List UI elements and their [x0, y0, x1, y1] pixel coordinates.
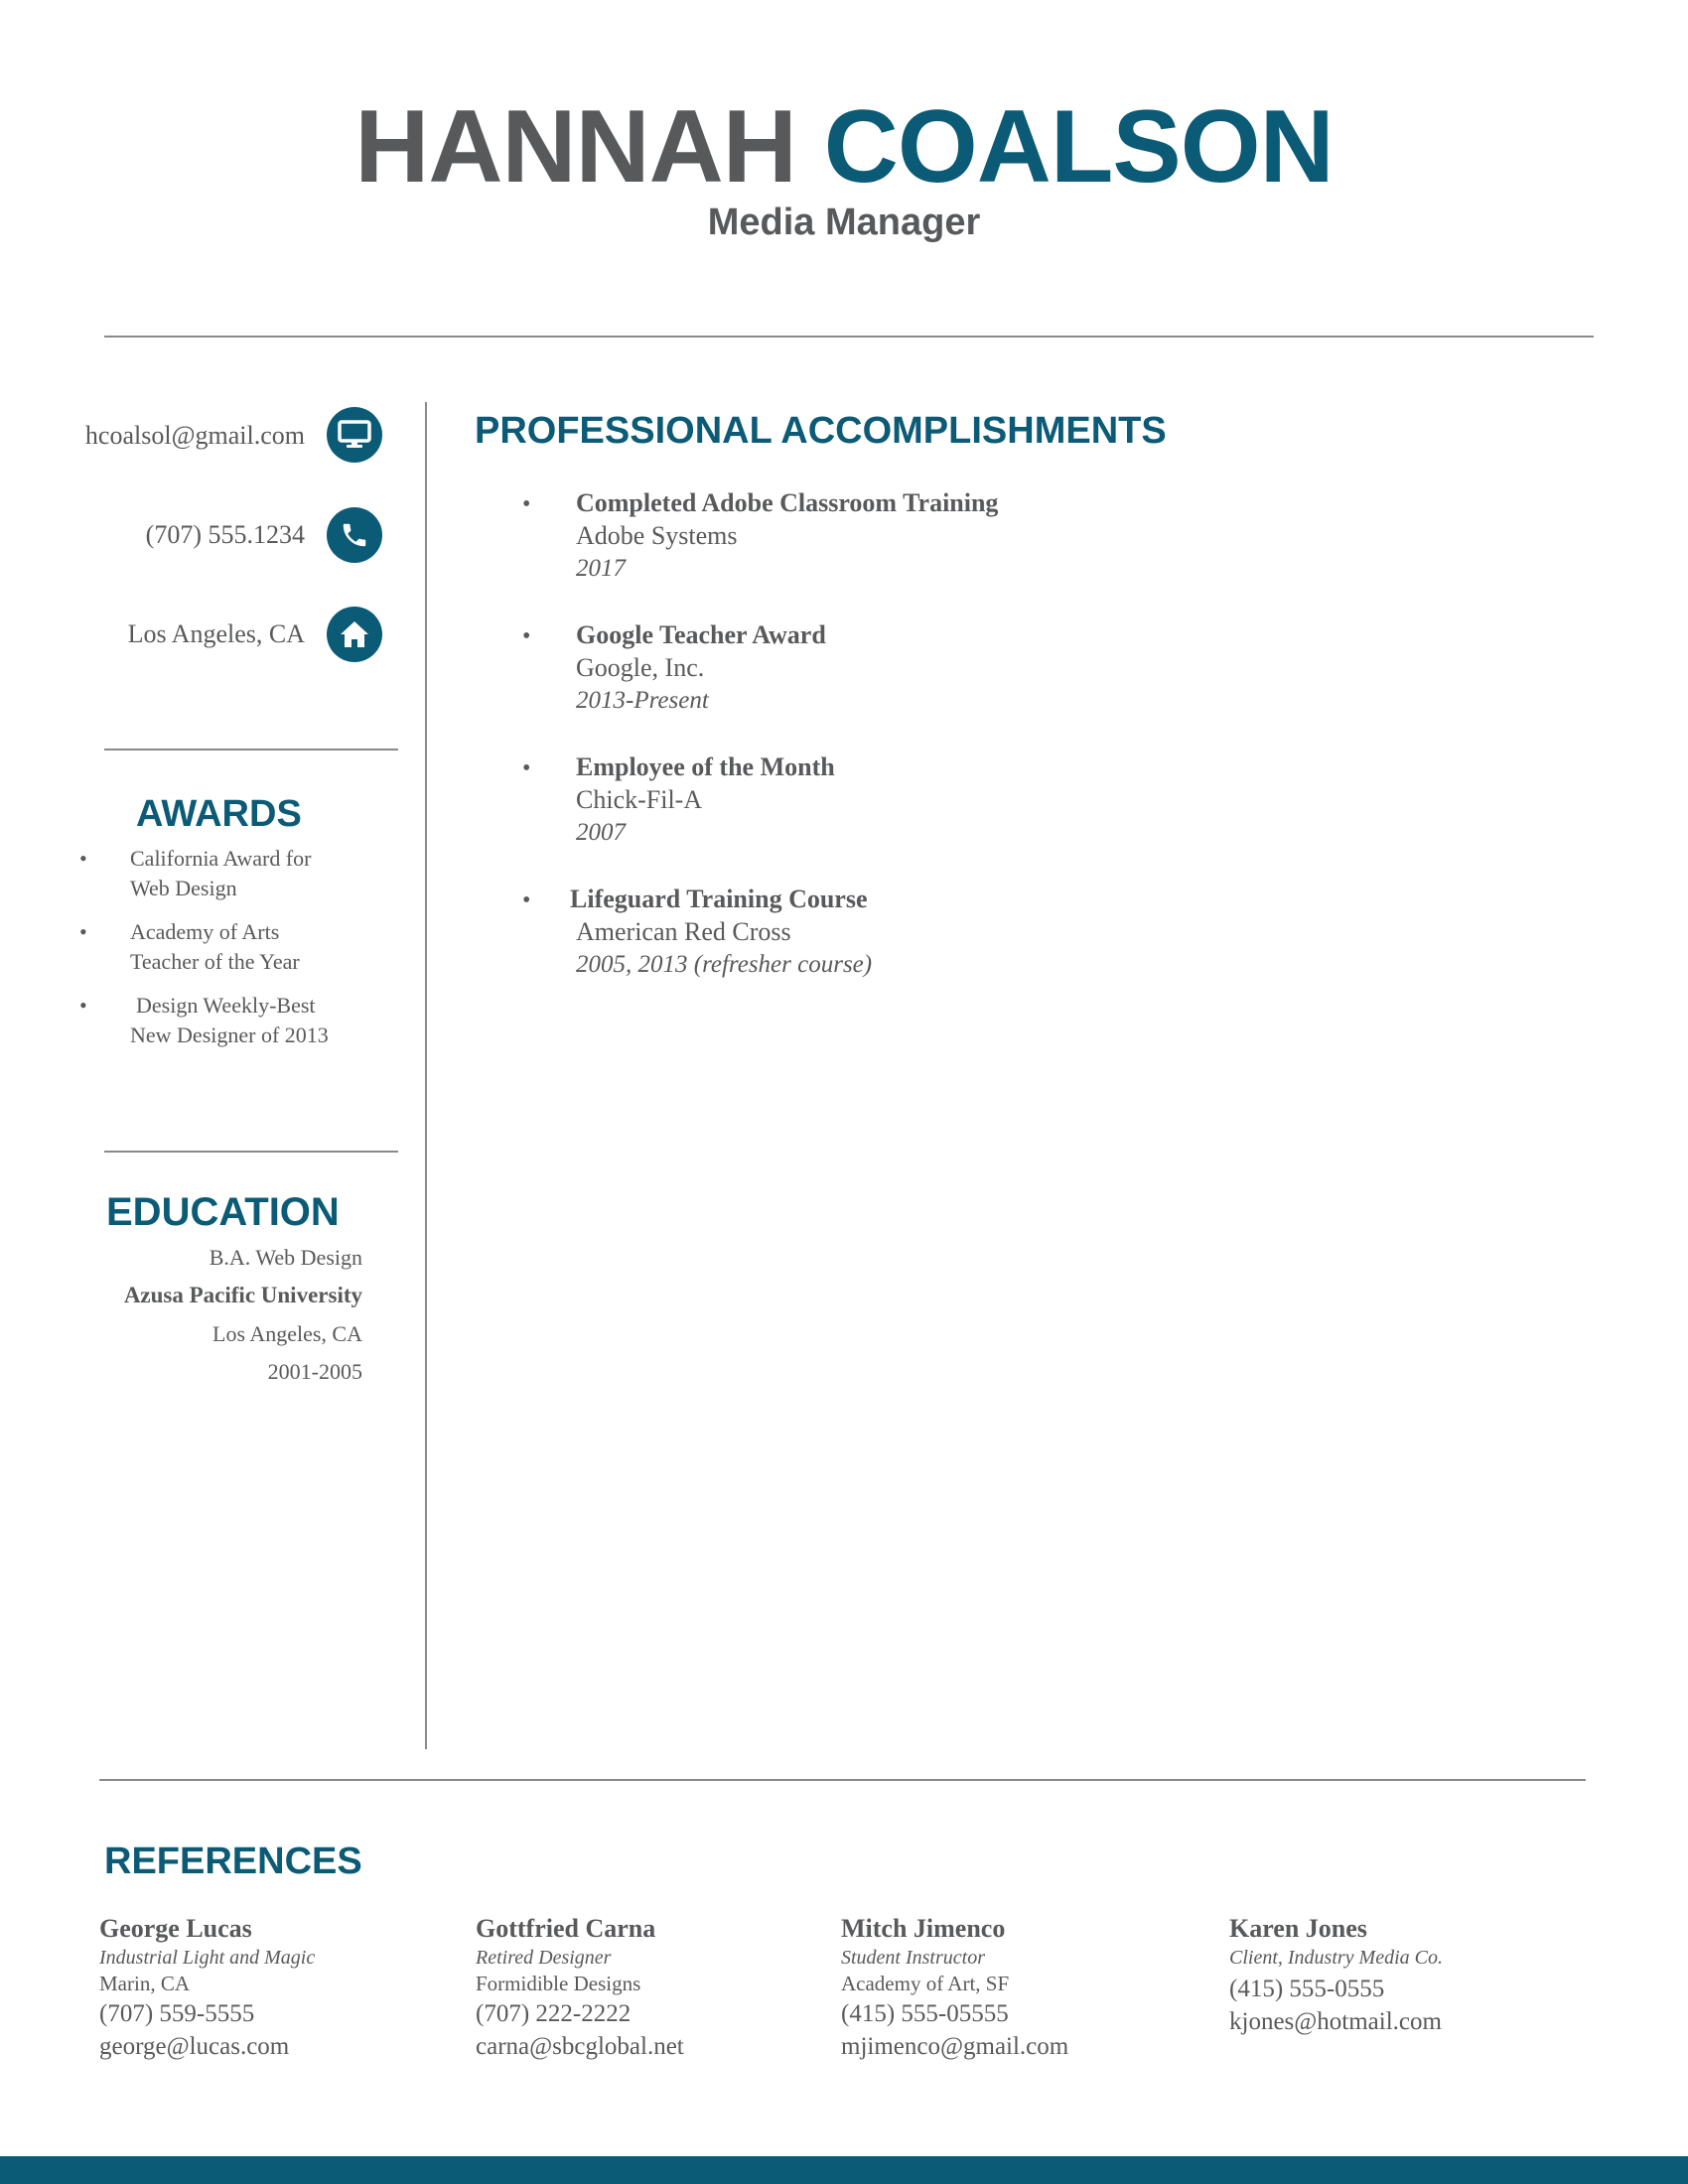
accomplishments-title: PROFESSIONAL ACCOMPLISHMENTS: [475, 410, 1167, 452]
reference-email: george@lucas.com: [99, 2033, 290, 2060]
bullet: •: [522, 623, 531, 649]
reference-phone: (707) 559-5555: [99, 2000, 255, 2027]
list-item: [75, 844, 393, 903]
reference-card: [841, 1912, 1198, 2063]
references-title: REFERENCES: [104, 1841, 362, 1882]
contact-location: Los Angeles, CA: [127, 619, 305, 648]
award-line: • California Award for: [130, 846, 312, 871]
reference-company: Academy of Art, SF: [841, 1972, 1010, 1995]
reference-card: [99, 1912, 457, 2063]
home-icon: [327, 607, 382, 662]
reference-role: Student Instructor: [841, 1947, 985, 1969]
job-title: Media Manager: [707, 202, 981, 243]
education-title: EDUCATION: [106, 1190, 340, 1234]
contact-email: hcoalsol@gmail.com: [84, 421, 305, 450]
education-degree: B.A. Web Design: [209, 1245, 362, 1270]
accomplishment-title: Google Teacher Award: [576, 620, 826, 649]
reference-role: Retired Designer: [476, 1947, 612, 1969]
education-location: Los Angeles, CA: [212, 1321, 362, 1346]
sidebar-divider-awards: [104, 749, 398, 751]
accomplishment-title: Employee of the Month: [576, 752, 835, 781]
reference-role: Client, Industry Media Co.: [1229, 1947, 1443, 1969]
reference-card: [476, 1912, 833, 2063]
reference-name: Mitch Jimenco: [841, 1914, 1006, 1943]
list-item: [516, 751, 1410, 854]
list-item: [516, 486, 1410, 590]
bullet: •: [522, 755, 531, 781]
last-name: COALSON: [823, 89, 1334, 205]
accomplishment-date: 2007: [576, 819, 626, 846]
accomplishment-org: Chick-Fil-A: [576, 785, 703, 814]
list-item: [516, 618, 1410, 722]
references-divider: [99, 1779, 1586, 1781]
education-years: 2001-2005: [267, 1359, 362, 1384]
accomplishment-org: American Red Cross: [576, 917, 791, 946]
reference-name: Karen Jones: [1229, 1914, 1367, 1943]
sidebar-divider-education: [104, 1151, 398, 1153]
reference-phone: (707) 222-2222: [476, 2000, 632, 2027]
school-name: Azusa Pacific University: [123, 1283, 362, 1307]
award-line: Teacher of the Year: [130, 949, 300, 974]
reference-company: Formidible Designs: [476, 1972, 641, 1995]
reference-company: Marin, CA: [99, 1972, 190, 1995]
accomplishment-date: 2013-Present: [576, 687, 709, 714]
reference-email: carna@sbcglobal.net: [476, 2033, 684, 2060]
accomplishment-org: Google, Inc.: [576, 653, 705, 682]
reference-card: [1229, 1912, 1587, 2038]
education-school: [124, 1276, 362, 1314]
accomplishment-title: Lifeguard Training Course: [570, 885, 868, 913]
awards-list: [75, 844, 393, 1064]
accomplishment-date: 2017: [576, 555, 626, 582]
computer-monitor-icon: [327, 407, 382, 463]
bullet: •: [522, 887, 531, 913]
award-line: New Designer of 2013: [130, 1023, 329, 1047]
accomplishment-date: 2005, 2013 (refresher course): [576, 951, 873, 978]
first-name: HANNAH: [354, 89, 796, 205]
reference-email: mjimenco@gmail.com: [841, 2033, 1069, 2060]
reference-email: kjones@hotmail.com: [1229, 2008, 1442, 2035]
reference-name: George Lucas: [99, 1914, 252, 1943]
footer-band: [0, 2156, 1688, 2184]
list-item: [516, 883, 1410, 986]
accomplishment-org: Adobe Systems: [576, 521, 738, 550]
accomplishment-title: Completed Adobe Classroom Training: [576, 488, 999, 517]
reference-role: Industrial Light and Magic: [99, 1947, 316, 1969]
awards-title: AWARDS: [136, 793, 302, 835]
award-line: • Academy of Arts: [130, 919, 280, 944]
column-divider: [425, 402, 427, 1749]
contact-phone: (707) 555.1234: [145, 520, 305, 549]
reference-name: Gottfried Carna: [476, 1914, 656, 1943]
reference-phone: (415) 555-0555: [1229, 1976, 1385, 2002]
bullet: •: [522, 491, 531, 517]
resume-name: [0, 91, 1688, 203]
phone-icon: [327, 507, 382, 563]
reference-phone: (415) 555-05555: [841, 2000, 1009, 2027]
list-item: [75, 991, 393, 1050]
list-item: [75, 917, 393, 977]
award-line: • Design Weekly-Best: [136, 993, 316, 1018]
header-divider: [104, 336, 1594, 338]
award-line: Web Design: [130, 876, 237, 900]
